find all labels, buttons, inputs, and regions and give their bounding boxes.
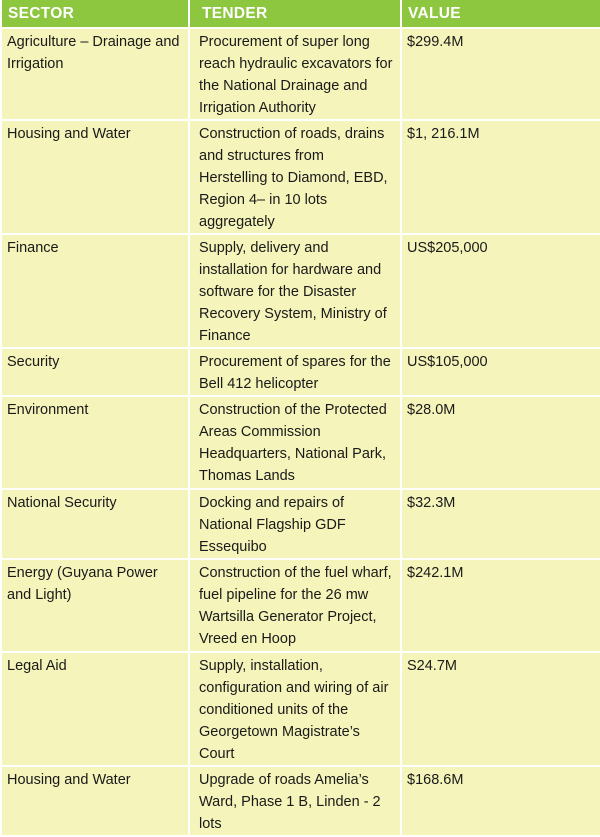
- sector-cell: Agriculture – Drainage and Irrigation: [1, 28, 189, 120]
- tender-cell: Supply, installation, configuration and wiring of air conditioned units of the Georgetown Magistrate’s Court: [189, 652, 401, 766]
- table-row: [1, 28, 600, 120]
- value-cell: $28.0M: [401, 396, 600, 489]
- tender-cell: Construction of the fuel wharf, fuel pipeline for the 26 mw Wartsilla Generator Project, Vreed en Hoop: [189, 559, 401, 652]
- table-row: [1, 120, 600, 234]
- sector-cell: Legal Aid: [1, 652, 189, 766]
- value-cell: $168.6M: [401, 766, 600, 836]
- value-cell: $32.3M: [401, 489, 600, 559]
- table-row: [1, 766, 600, 836]
- table-row: [1, 234, 600, 348]
- value-cell: S24.7M: [401, 652, 600, 766]
- tender-cell: Upgrade of roads Amelia’s Ward, Phase 1 B, Linden - 2 lots: [189, 766, 401, 836]
- header-row: [1, 0, 600, 28]
- tender-cell: Procurement of spares for the Bell 412 helicopter: [189, 348, 401, 396]
- tender-cell: Supply, delivery and installation for hardware and software for the Disaster Recovery System, Ministry of Finance: [189, 234, 401, 348]
- value-cell: US$105,000: [401, 348, 600, 396]
- tender-cell: Docking and repairs of National Flagship GDF Essequibo: [189, 489, 401, 559]
- sector-cell: Finance: [1, 234, 189, 348]
- table-row: [1, 489, 600, 559]
- sector-cell: Security: [1, 348, 189, 396]
- table-row: [1, 348, 600, 396]
- sector-cell: Housing and Water: [1, 766, 189, 836]
- table-row: [1, 396, 600, 489]
- tender-cell: Construction of the Protected Areas Commission Headquarters, National Park, Thomas Lands: [189, 396, 401, 489]
- sector-cell: Energy (Guyana Power and Light): [1, 559, 189, 652]
- table-row: [1, 559, 600, 652]
- sector-cell: Environment: [1, 396, 189, 489]
- tender-cell: Construction of roads, drains and structures from Herstelling to Diamond, EBD, Region 4– in 10 lots aggregately: [189, 120, 401, 234]
- header-sector: SECTOR: [1, 0, 189, 28]
- header-tender: TENDER: [189, 0, 401, 28]
- value-cell: US$205,000: [401, 234, 600, 348]
- tender-cell: Procurement of super long reach hydraulic excavators for the National Drainage and Irrigation Authority: [189, 28, 401, 120]
- value-cell: $242.1M: [401, 559, 600, 652]
- value-cell: $1, 216.1M: [401, 120, 600, 234]
- header-value: VALUE: [401, 0, 600, 28]
- value-cell: $299.4M: [401, 28, 600, 120]
- sector-cell: Housing and Water: [1, 120, 189, 234]
- sector-cell: National Security: [1, 489, 189, 559]
- table-row: [1, 652, 600, 766]
